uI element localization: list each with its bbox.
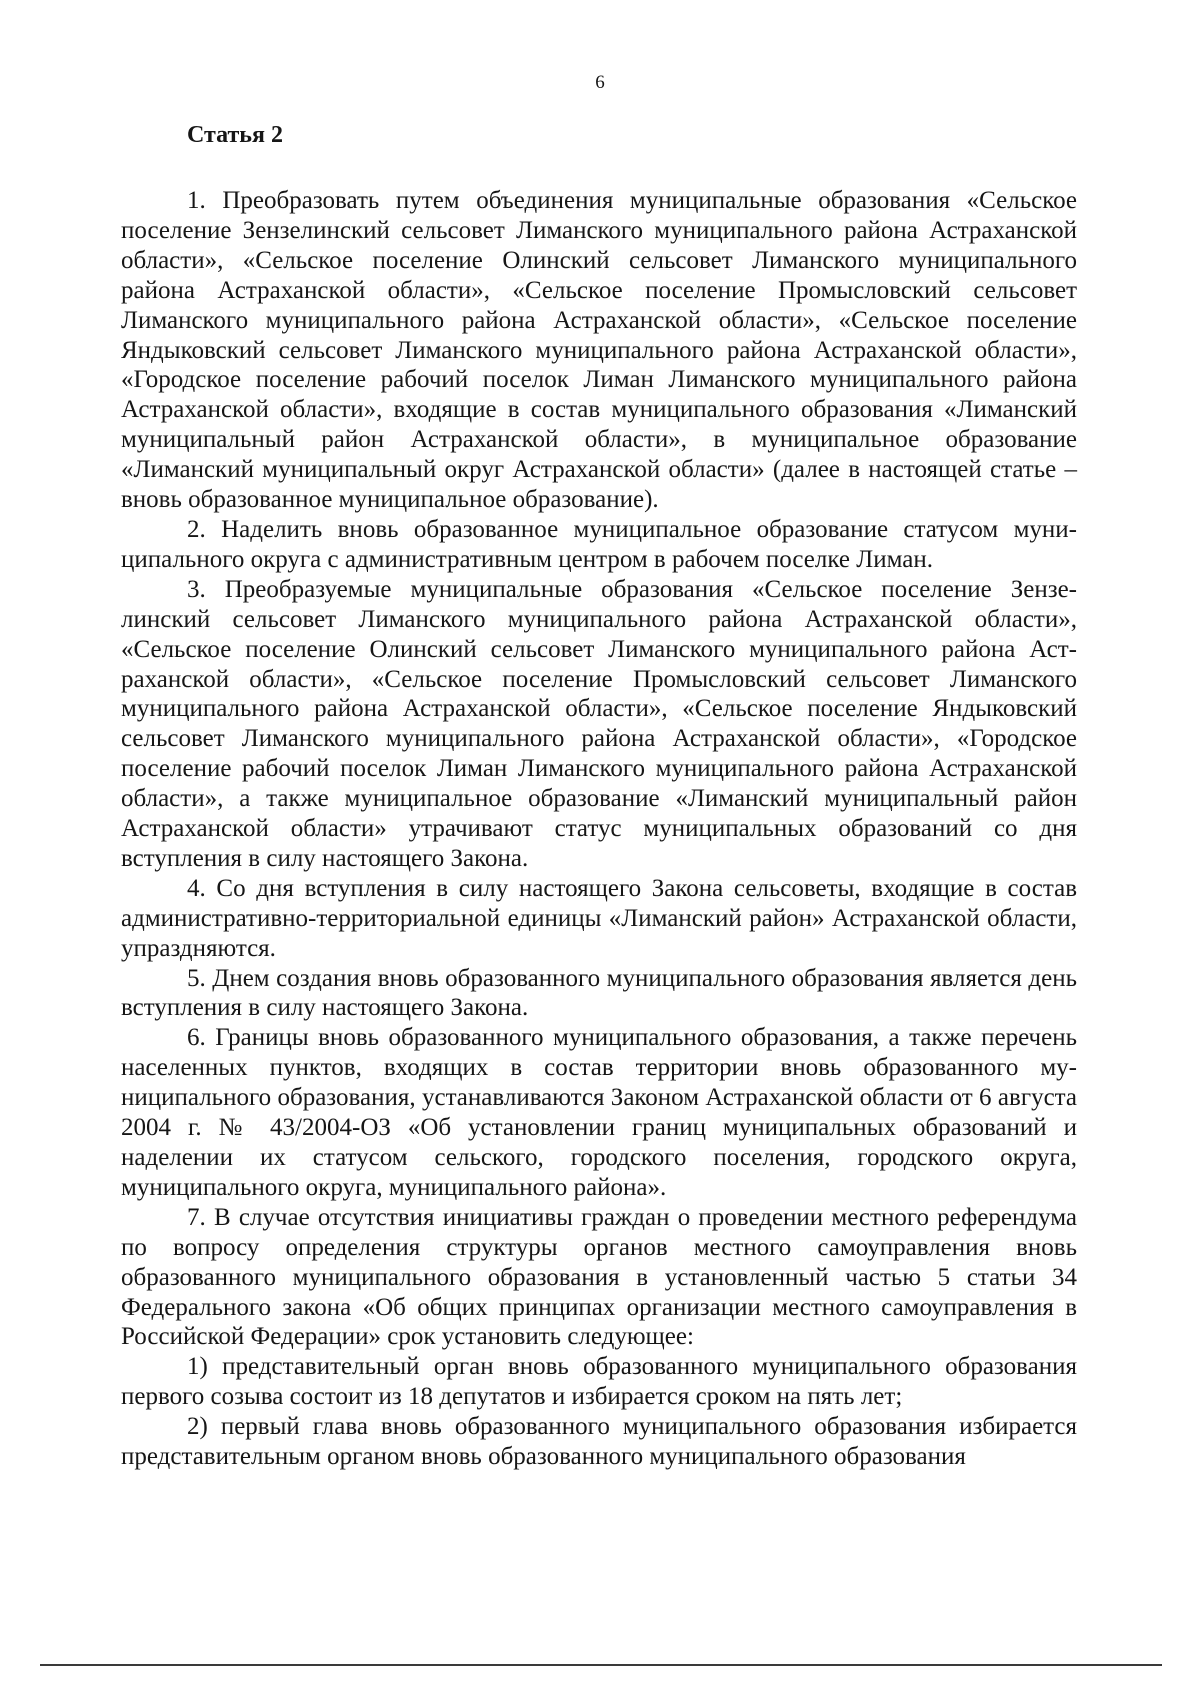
article-heading: Статья 2: [187, 122, 283, 148]
paragraph-4: 4. Со дня вступления в силу настоящего Закона сельсоветы, входящие в состав административно-территориальной единицы «Лиманский район» Астраханской области, упраздняются.: [121, 874, 1077, 962]
paragraph-7: 7. В случае отсутствия инициативы граждан о проведении местного референдума по вопросу определения структуры органов местного самоуправления вновь образованного муниципального образования в установленный частью 5 статьи 34 Федерального закона «Об общих принципах организации местного самоуправления в Российской Федерации» срок установить следующее:: [121, 1203, 1077, 1351]
paragraph-5: 5. Днем создания вновь образованного муниципального образования является день вступления в силу настоящего Закона.: [121, 964, 1077, 1022]
paragraph-3: 3. Преобразуемые муниципальные образования «Сельское поселение Зензелинский сельсовет Лиманского муниципального района Астраханской области», «Сельское поселение Олинский сельсовет Лиманского муниципального района Астраханской области», «Сельское поселение Промысловский сельсовет Лиманского муниципального района Астраханской области», «Сельское поселение Яндыковский сельсовет Лиманского муниципального района Астраханской области», «Городское поселение рабочий поселок Лиман Лиманского муниципального района Астраханской области», а также муниципальное образование «Лиманский муниципальный район Астраханской области» утрачивают статус муниципальных образований со дня вступления в силу настоящего Закона.: [121, 575, 1077, 872]
footer-divider: [40, 1664, 1162, 1666]
paragraph-1: 1. Преобразовать путем объединения муниципальные образования «Сельское поселение Зензелинский сельсовет Лиманского муниципального района Астраханской области», «Сельское поселение Олинский сельсовет Лиманского муниципального района Астраханской области», «Сельское поселение Промысловский сельсовет Лиманского муниципального района Астраханской области», «Сельское поселение Яндыковский сельсовет Лиманского муниципального района Астраханской области», «Городское поселение рабочий поселок Лиман Лиманского муниципального района Астраханской области», входящие в состав муниципального образования «Лиманский муниципальный район Астраханской области», в муниципальное образование «Лиманский муниципальный округ Астраханской области» (далее в настоящей статье – вновь образованное муниципальное образование).: [121, 187, 1077, 514]
page-number: 6: [595, 72, 605, 93]
paragraph-7-item-2: 2) первый глава вновь образованного муниципального образования избирается представительным органом вновь образованного муниципального образования: [121, 1413, 1077, 1471]
paragraph-6: 6. Границы вновь образованного муниципального образования, а также перечень населенных пунктов, входящих в состав территории вновь образованного муниципального образования, устанавливаются Законом Астраханской области от 6 августа 2004 г. № 43/2004-ОЗ «Об установлении границ муниципальных образований и наделении их статусом сельского, городского поселения, городского округа, муниципального округа, муниципального района».: [121, 1024, 1077, 1201]
paragraph-7-item-1: 1) представительный орган вновь образованного муниципального образования первого созыва состоит из 18 депутатов и избирается сроком на пять лет;: [121, 1353, 1077, 1411]
paragraph-2: 2. Наделить вновь образованное муниципальное образование статусом муниципального округа с административным центром в рабочем поселке Лиман.: [121, 515, 1077, 573]
article-body: [121, 186, 1077, 1472]
